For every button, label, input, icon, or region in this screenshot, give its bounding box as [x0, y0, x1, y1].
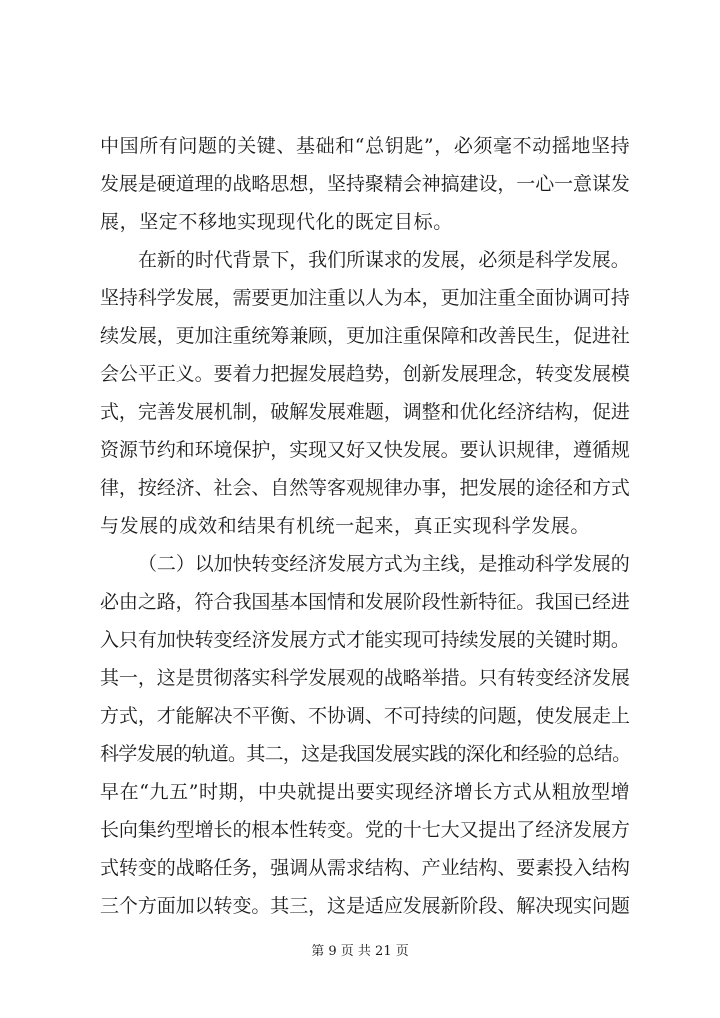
text-line: 资源节约和环境保护，实现又好又快发展。要认识规律，遵循规: [100, 439, 630, 461]
text-line: 中国所有问题的关键、基础和“总钥匙”，必须毫不动摇地坚持: [100, 135, 631, 157]
page-number-footer: 第 9 页 共 21 页: [311, 944, 409, 959]
text-line: 展，坚定不移地实现现代化的既定目标。: [100, 211, 453, 233]
text-line: 式转变的战略任务，强调从需求结构、产业结构、要素投入结构: [100, 857, 630, 879]
paragraph-first-line: 在新的时代背景下，我们所谋求的发展，必须是科学发展。: [138, 249, 630, 271]
text-line: 会公平正义。要着力把握发展趋势，创新发展理念，转变发展模: [100, 363, 630, 385]
text-line: 科学发展的轨道。其二，这是我国发展实践的深化和经验的总结。: [100, 743, 631, 765]
text-line: 入只有加快转变经济发展方式才能实现可持续发展的关键时期。: [100, 629, 630, 651]
text-line: 律，按经济、社会、自然等客观规律办事，把发展的途径和方式: [100, 477, 630, 499]
text-line: 早在“九五”时期，中央就提出要实现经济增长方式从粗放型增: [100, 781, 631, 803]
text-line: 方式，才能解决不平衡、不协调、不可持续的问题，使发展走上: [100, 705, 630, 727]
text-line: 坚持科学发展，需要更加注重以人为本，更加注重全面协调可持: [100, 287, 630, 309]
text-line: 必由之路，符合我国基本国情和发展阶段性新特征。我国已经进: [100, 591, 630, 613]
text-line: 其一，这是贯彻落实科学发展观的战略举措。只有转变经济发展: [100, 667, 630, 689]
text-line: 发展是硬道理的战略思想，坚持聚精会神搞建设，一心一意谋发: [100, 173, 630, 195]
text-line: 长向集约型增长的根本性转变。党的十七大又提出了经济发展方: [100, 819, 630, 841]
text-line: 续发展，更加注重统筹兼顾，更加注重保障和改善民生，促进社: [100, 325, 630, 347]
text-line: 三个方面加以转变。其三，这是适应发展新阶段、解决现实问题: [100, 895, 630, 917]
paragraph-first-line: （二）以加快转变经济发展方式为主线，是推动科学发展的: [138, 553, 630, 575]
text-line: 与发展的成效和结果有机统一起来，真正实现科学发展。: [100, 515, 591, 537]
text-line: 式，完善发展机制，破解发展难题，调整和优化经济结构，促进: [100, 401, 630, 423]
